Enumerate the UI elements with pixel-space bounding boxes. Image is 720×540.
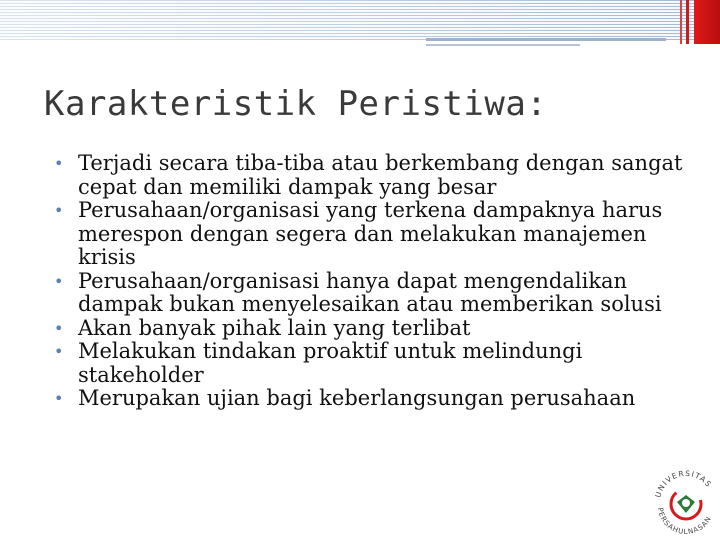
svg-text:UNIVERSITAS bbox=[653, 469, 713, 499]
svg-text:PERSAHULNASAN bbox=[656, 507, 713, 536]
accent-line-long bbox=[426, 38, 666, 41]
red-accent-strip-thin bbox=[680, 0, 682, 44]
bullet-text: Perusahaan/organisasi hanya dapat mengendalikan dampak bukan menyelesaikan atau memberikan solusi bbox=[78, 268, 662, 316]
red-corner-bar bbox=[694, 0, 720, 44]
bullet-item bbox=[50, 270, 690, 317]
top-stripe-fade bbox=[0, 0, 720, 40]
logo-center-dot bbox=[682, 499, 690, 507]
bullet-text: Melakukan tindakan proaktif untuk melindungi stakeholder bbox=[78, 339, 583, 387]
bullet-dot-icon: • bbox=[54, 318, 64, 338]
bullet-item bbox=[50, 387, 690, 411]
bullet-item bbox=[50, 340, 690, 387]
bullet-dot-icon: • bbox=[54, 154, 64, 173]
red-accent-strip bbox=[686, 0, 689, 44]
accent-line-short bbox=[426, 44, 580, 46]
bullet-item bbox=[50, 199, 690, 270]
bullet-text: Terjadi secara tiba-tiba atau berkembang dengan sangat cepat dan memiliki dampak yang besar bbox=[78, 151, 683, 199]
bullet-dot-icon: • bbox=[54, 389, 64, 408]
bullet-item bbox=[50, 152, 690, 199]
bullet-dot-icon: • bbox=[54, 271, 64, 291]
slide-title: Karakteristik Peristiwa: bbox=[44, 84, 548, 124]
logo-ring-text-bottom: PERSAHULNASAN bbox=[655, 507, 714, 537]
logo-ring-text-top: UNIVERSITAS bbox=[653, 468, 714, 499]
bullet-text: Akan banyak pihak lain yang terlibat bbox=[78, 315, 471, 340]
university-seal-icon bbox=[648, 462, 720, 540]
bullet-text: Perusahaan/organisasi yang terkena dampaknya harus merespon dengan segera dan melakukan manajemen krisis bbox=[78, 198, 663, 269]
bullet-item bbox=[50, 317, 690, 341]
bullet-dot-icon: • bbox=[54, 201, 64, 220]
bullet-dot-icon: • bbox=[54, 342, 64, 361]
bullet-list bbox=[50, 152, 690, 411]
bullet-text: Merupakan ujian bagi keberlangsungan perusahaan bbox=[78, 386, 636, 410]
